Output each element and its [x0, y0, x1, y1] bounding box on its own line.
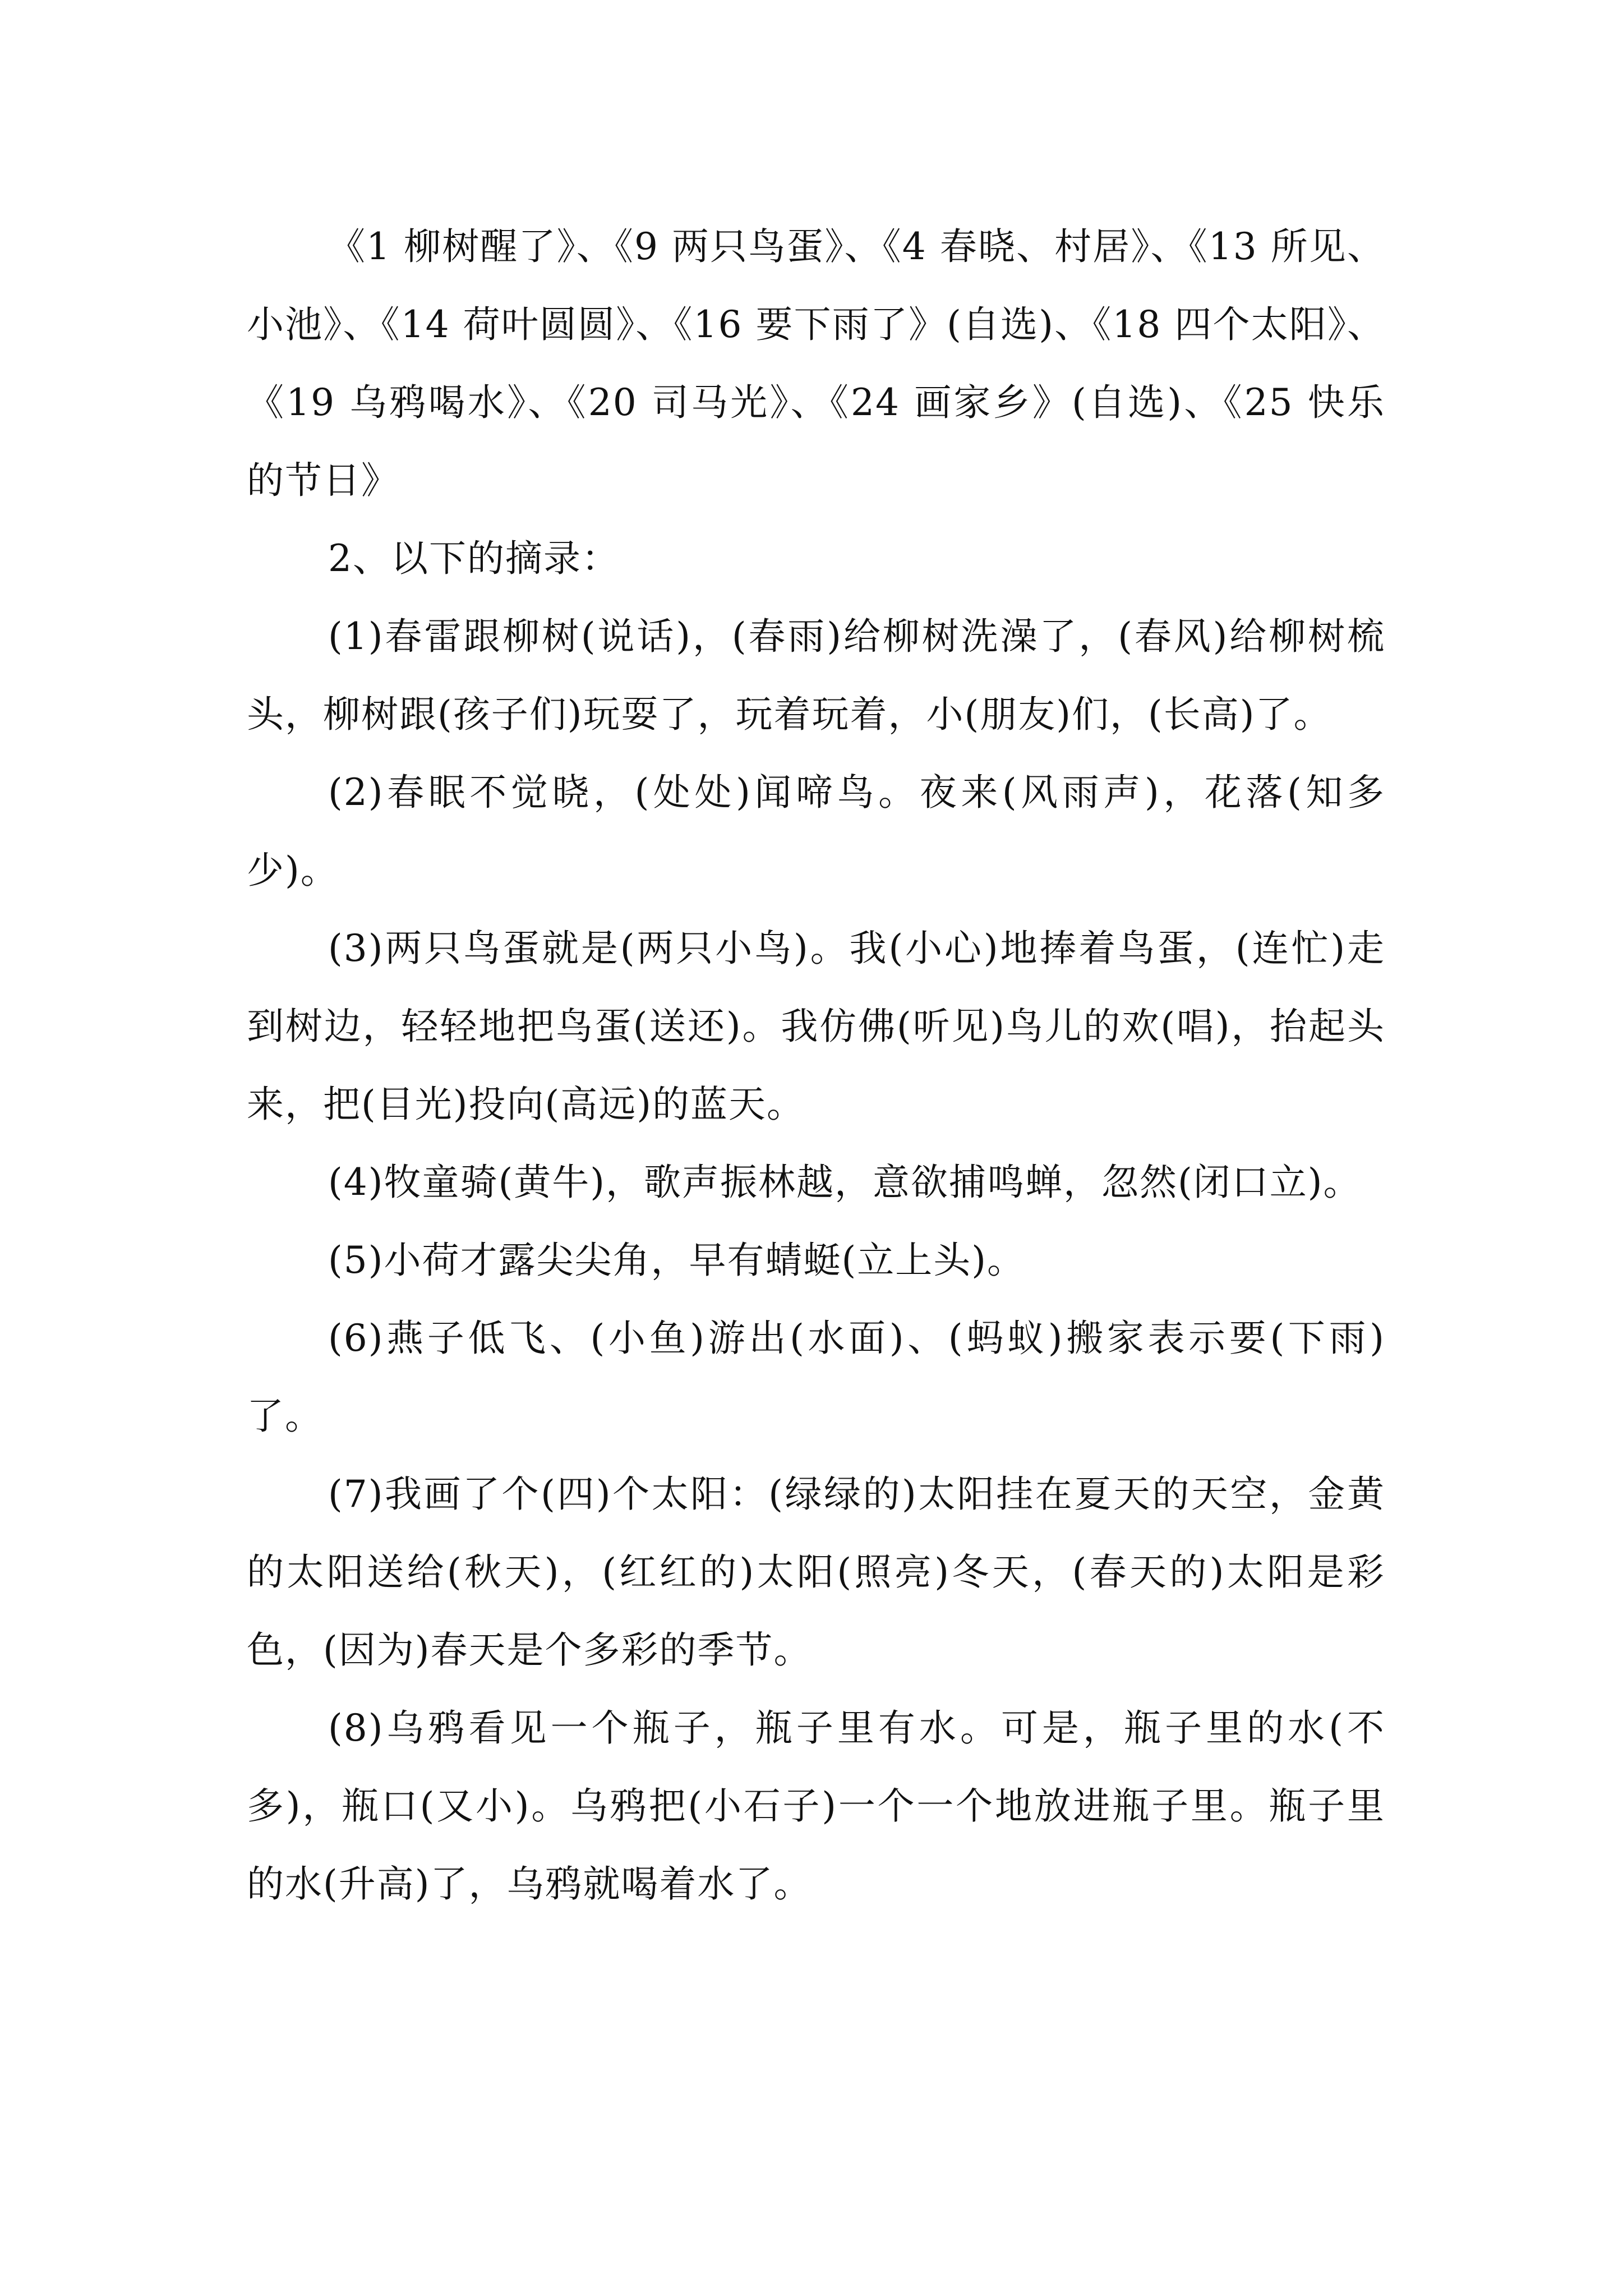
paragraph-excerpt-7: (7)我画了个(四)个太阳：(绿绿的)太阳挂在夏天的天空，金黄的太阳送给(秋天)，(红红的)太阳(照亮)冬天，(春天的)太阳是彩色，(因为)春天是个多彩的季节。 [247, 1473, 1385, 1672]
paragraph-excerpt-8: (8)乌鸦看见一个瓶子，瓶子里有水。可是，瓶子里的水(不多)，瓶口(又小)。乌鸦把(小石子)一个一个地放进瓶子里。瓶子里的水(升高)了，乌鸦就喝着水了。 [247, 1706, 1385, 1906]
paragraph-excerpt-4: (4)牧童骑(黄牛)，歌声振林越，意欲捕鸣蝉，忽然(闭口立)。 [328, 1161, 1362, 1204]
paragraph-excerpt-1: (1)春雷跟柳树(说话)，(春雨)给柳树洗澡了，(春风)给柳树梳头，柳树跟(孩子们)玩耍了，玩着玩着，小(朋友)们，(长高)了。 [247, 615, 1385, 736]
paragraph-excerpt-5: (5)小荷才露尖尖角，早有蜻蜓(立上头)。 [328, 1239, 1025, 1282]
paragraph-lesson-list: 《1 柳树醒了》、《9 两只鸟蛋》、《4 春晓、村居》、《13 所见、小池》、《14 荷叶圆圆》、《16 要下雨了》(自选)、《18 四个太阳》、《19 乌鸦喝水》、《20 司马光》、《24 画家乡》(自选)、《25 快乐的节日》 [247, 225, 1385, 502]
paragraph-excerpt-6: (6)燕子低飞、(小鱼)游出(水面)、(蚂蚁)搬家表示要(下雨)了。 [247, 1317, 1385, 1438]
document-body [247, 208, 1385, 1923]
paragraph-excerpt-3: (3)两只鸟蛋就是(两只小鸟)。我(小心)地捧着鸟蛋，(连忙)走到树边，轻轻地把鸟蛋(送还)。我仿佛(听见)鸟儿的欢(唱)，抬起头来，把(目光)投向(高远)的蓝天。 [247, 927, 1385, 1126]
paragraph-excerpt-heading: 2、以下的摘录： [328, 537, 620, 580]
paragraph-excerpt-2: (2)春眠不觉晓，(处处)闻啼鸟。夜来(风雨声)，花落(知多少)。 [247, 771, 1385, 892]
